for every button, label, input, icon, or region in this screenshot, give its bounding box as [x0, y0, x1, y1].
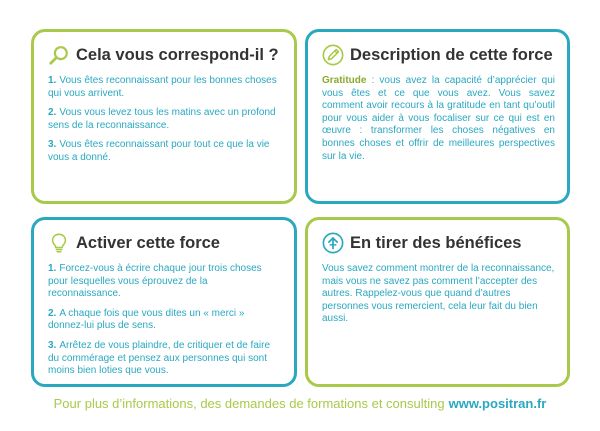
card-match-title: Cela vous correspond-il ? [76, 45, 279, 64]
footer-text: Pour plus d’informations, des demandes de formations et consulting [53, 396, 445, 411]
card-match-list [48, 75, 282, 165]
list-item: 1. Vous êtes reconnaissant pour les bonnes choses qui vous arrivent. [48, 75, 277, 99]
card-activate [31, 217, 297, 387]
card-description [305, 29, 570, 204]
website-link[interactable]: www.positran.fr [448, 396, 547, 411]
list-item: 3. Vous êtes reconnaissant pour tout ce que la vie vous a donné. [48, 139, 270, 163]
card-description-title: Description de cette force [350, 45, 553, 64]
pencil-icon [322, 44, 344, 66]
magnifier-icon [48, 44, 70, 66]
card-activate-title: Activer cette force [76, 233, 220, 252]
list-item: 1. Forcez-vous à écrire chaque jour trois choses pour lesquelles vous éprouvez de la reconnaissance. [48, 263, 262, 300]
card-description-header [322, 44, 555, 66]
card-benefits-header [322, 232, 555, 254]
card-activate-list [48, 263, 282, 378]
card-benefits [305, 217, 570, 387]
card-benefits-text: Vous savez comment montrer de la reconnaissance, mais vous ne savez pas comment l’accepter des autres. Rappelez-vous que quand d’autres personnes vous remercient, cela leur fait du bien aussi. [322, 263, 555, 325]
lightbulb-icon [48, 232, 70, 254]
arrow-circle-icon [322, 232, 344, 254]
footer [0, 396, 600, 411]
card-description-text: Gratitude : vous avez la capacité d’apprécier qui vous êtes et ce que vous avez. Vous savez comment avoir recours à la gratitude en tant qu’outil pour vous aider à vous focaliser sur ce qui est en œuvre : transformer les choses négatives en bonnes choses et offrir de meilleures perspectives sur la vie. [322, 75, 555, 162]
list-item: 3. Arrêtez de vous plaindre, de critiquer et de faire du commérage et pensez aux personnes qui sont moins bien loties que vous. [48, 339, 271, 377]
list-item: 2. A chaque fois que vous dites un « merci » donnez-lui plus de sens. [48, 307, 245, 332]
list-item: 2. Vous vous levez tous les matins avec un profond sens de la reconnaissance. [48, 107, 276, 131]
strength-term: Gratitude [322, 75, 367, 86]
card-benefits-title: En tirer des bénéfices [350, 233, 522, 252]
card-match-header [48, 44, 282, 66]
card-match [31, 29, 297, 204]
card-activate-header [48, 232, 282, 254]
